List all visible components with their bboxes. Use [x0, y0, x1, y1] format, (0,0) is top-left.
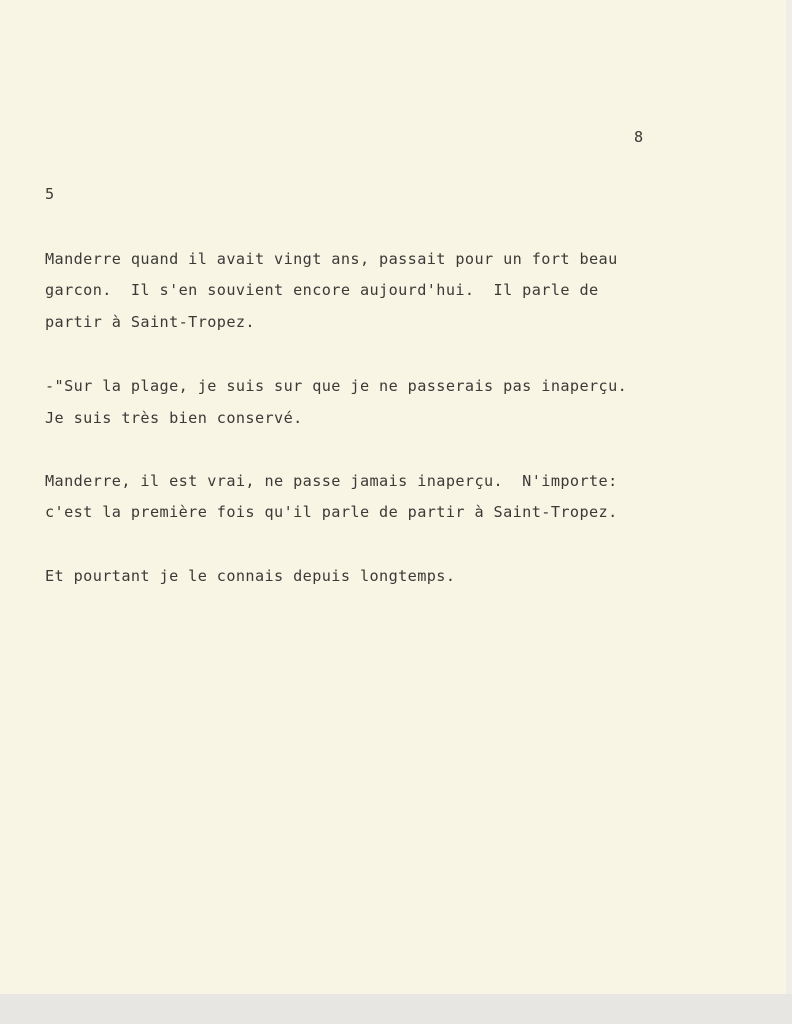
text-line: Et pourtant je le connais depuis longtemps. — [45, 567, 456, 585]
text-line: Manderre, il est vrai, ne passe jamais inaperçu. N'importe: — [45, 472, 618, 490]
scan-edge — [786, 0, 792, 994]
text-line: garcon. Il s'en souvient encore aujourd'hui. Il parle de — [45, 281, 599, 299]
text-line: partir à Saint-Tropez. — [45, 313, 255, 331]
page-number: 8 — [634, 128, 644, 146]
section-number: 5 — [45, 185, 55, 203]
text-line: -"Sur la plage, je suis sur que je ne passerais pas inaperçu. — [45, 377, 628, 395]
text-line: c'est la première fois qu'il parle de partir à Saint-Tropez. — [45, 503, 618, 521]
scan-margin — [0, 994, 792, 1024]
text-line: Je suis très bien conservé. — [45, 409, 303, 427]
text-line: Manderre quand il avait vingt ans, passait pour un fort beau — [45, 250, 618, 268]
